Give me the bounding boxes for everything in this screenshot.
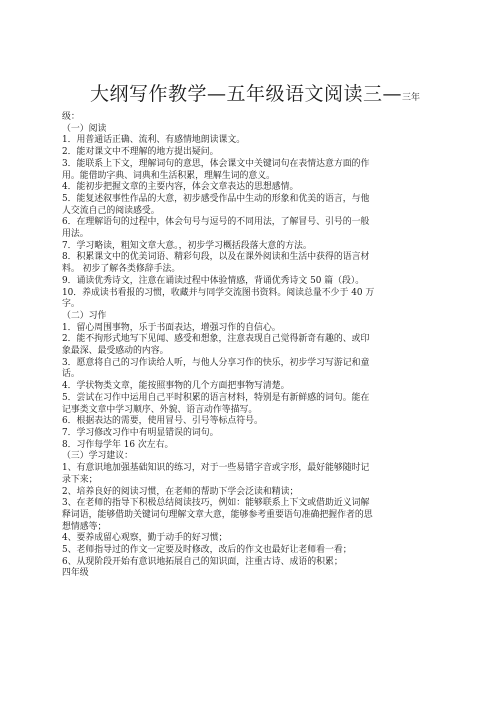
text-line: 用。能借助字典、词典和生活积累，理解生词的意义。 (62, 170, 275, 181)
text-line: 5．能复述叙事性作品的大意，初步感受作品中生动的形象和优美的语言，与他 (62, 193, 370, 204)
text-line: 6、从现阶段开始有意识地拓展自己的知识面，注重古诗、成语的积累； (62, 556, 343, 567)
text-line: 2．能对课文中不理解的地方提出疑问。 (62, 147, 219, 158)
text-line: 8．习作每学年 16 次左右。 (62, 439, 174, 450)
text-line: 3．能联系上下文，理解词句的意思，体会课文中关键词句在表情达意方面的作 (62, 158, 370, 169)
text-line: 1．用普通话正确、流利、有感情地朗读课文。 (62, 135, 246, 146)
document-title (62, 82, 442, 110)
text-line: 录下来； (62, 474, 98, 485)
text-lines (62, 112, 442, 580)
text-line: 料。 初步了解各类修辞手法。 (62, 264, 181, 275)
text-line: 3、在老师的指导下积极总结阅读技巧，例如：能够联系上下文或借助近义词解 (62, 498, 370, 509)
text-line: 人交流自己的阅读感受。 (62, 205, 160, 216)
text-line: 7．学习修改习作中有明显错误的词句。 (62, 427, 219, 438)
text-line: 4、要养成留心观察，勤于动手的好习惯； (62, 533, 228, 544)
text-line: 5．尝试在习作中运用自己平时积累的语言材料，特别是有新鲜感的词句。能在 (62, 392, 370, 403)
text-line: 用法。 (62, 229, 89, 240)
text-line: （二）习作 (62, 310, 107, 321)
document-body (62, 82, 442, 580)
text-line: 记事类文章中学习顺序、外貌、语言动作等描写。 (62, 404, 258, 415)
text-line: 2、培养良好的阅读习惯，在老师的帮助下学会泛读和精读； (62, 486, 299, 497)
title-main: 大纲写作教学—五年级语文阅读三— (90, 83, 403, 105)
text-line: 7．学习略读，粗知文章大意。，初步学习概括段落大意的方法。 (62, 240, 312, 251)
text-line: （一）阅读 (62, 123, 107, 134)
text-line: 想情感等； (62, 521, 107, 532)
text-line: 5、老师指导过的作文一定要及时修改，改后的作文也最好让老师看一看； (62, 545, 352, 556)
text-line: 8．积累课文中的优美词语、精彩句段，以及在课外阅读和生活中获得的语言材 (62, 252, 370, 263)
text-line: 四年级 (62, 568, 89, 579)
text-line: 1．留心周围事物，乐于书面表达，增强习作的自信心。 (62, 322, 281, 333)
text-line: 6．根据表达的需要，使用冒号、引号等标点符号。 (62, 416, 263, 427)
text-line: 4．学状物类文章，能按照事物的几个方面把事物写清楚。 (62, 381, 290, 392)
text-line: 释词语，能够借助关键词句理解文章大意，能够参考重要语句准确把握作者的思 (62, 509, 373, 520)
text-line: 6．在理解语句的过程中，体会句号与逗号的不同用法，了解冒号、引号的一般 (62, 217, 370, 228)
text-line: 2．能不拘形式地写下见闻、感受和想象，注意表现自己觉得新奇有趣的、或印 (62, 334, 370, 345)
text-line: 1、有意识地加强基础知识的练习，对于一些易错字音或字形，最好能够随时记 (62, 463, 370, 474)
title-tail: 三年 (402, 93, 421, 103)
text-line: 话。 (62, 369, 80, 380)
text-line: （三）学习建议： (62, 451, 133, 462)
text-line: 3．愿意将自己的习作读给人听，与他人分享习作的快乐，初步学习写游记和童 (62, 357, 370, 368)
text-line: 4．能初步把握文章的主要内容，体会文章表达的思想感情。 (62, 182, 299, 193)
text-line: 10．养成读书看报的习惯，收藏并与同学交流图书资料。阅读总量不少于 40 万 (62, 287, 375, 298)
text-line: 级： (62, 112, 80, 122)
text-line: 字。 (62, 299, 80, 310)
text-line: 9．诵读优秀诗文，注意在诵读过程中体验情感，背诵优秀诗文 50 篇（段）。 (62, 275, 365, 286)
text-line: 象最深、最受感动的内容。 (62, 346, 169, 357)
